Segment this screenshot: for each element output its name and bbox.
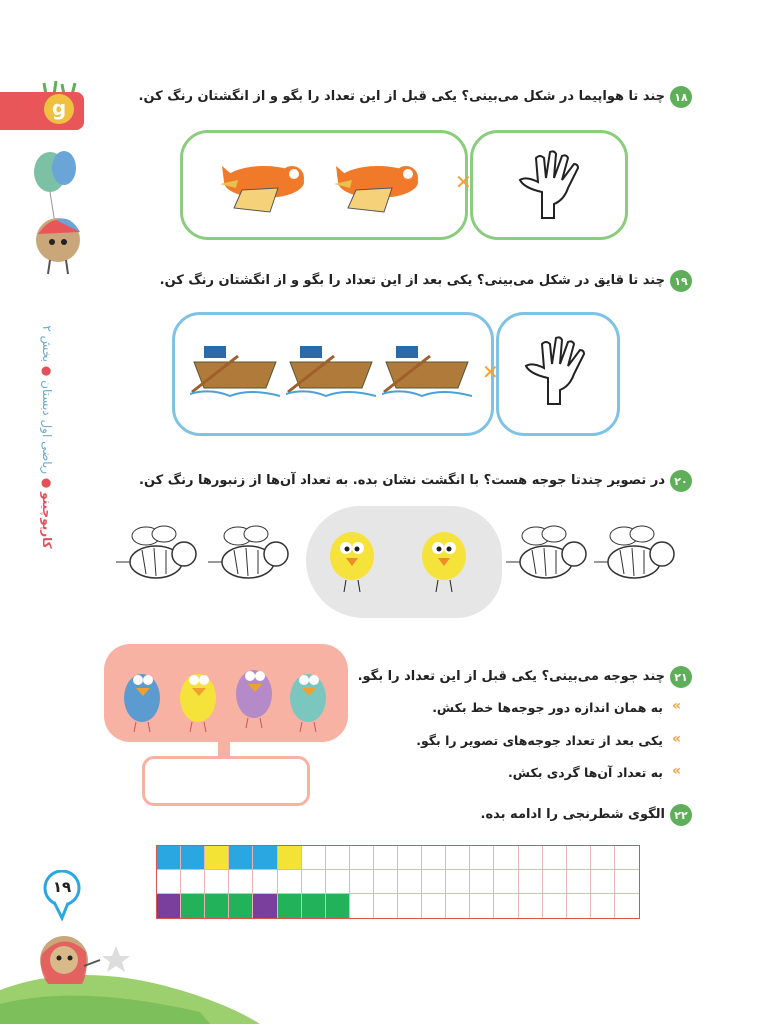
q21-item-2: یکی بعد از تعداد جوجه‌های تصویر را بگو. <box>416 733 663 748</box>
grid-cell[interactable] <box>350 846 374 870</box>
q21-item-3: به تعداد آن‌ها گردی بکش. <box>508 765 663 780</box>
grid-cell[interactable] <box>326 846 350 870</box>
grid-cell[interactable] <box>302 894 326 918</box>
bird-yellow-icon <box>172 656 224 736</box>
sidebar-subject: ریاضی اول دبستان <box>40 380 54 475</box>
grid-cell[interactable] <box>398 894 422 918</box>
grid-cell[interactable] <box>543 894 567 918</box>
hand-outline-icon[interactable] <box>512 148 588 224</box>
grid-cell[interactable] <box>422 870 446 894</box>
grid-cell[interactable] <box>519 894 543 918</box>
bullet-dot-icon: ● <box>40 474 54 489</box>
balloon-mascot-icon <box>26 150 90 280</box>
grid-cell[interactable] <box>205 846 229 870</box>
grid-cell[interactable] <box>591 846 615 870</box>
grid-cell[interactable] <box>567 894 591 918</box>
grid-cell[interactable] <box>181 846 205 870</box>
logo-text: g <box>44 94 74 124</box>
bird-purple-icon <box>228 652 280 732</box>
grid-cell[interactable] <box>519 870 543 894</box>
grid-cell[interactable] <box>181 870 205 894</box>
grid-cell[interactable] <box>181 894 205 918</box>
grid-cell[interactable] <box>253 870 277 894</box>
grid-cell[interactable] <box>326 894 350 918</box>
grid-cell[interactable] <box>229 846 253 870</box>
sidebar <box>30 300 58 600</box>
grid-cell[interactable] <box>591 870 615 894</box>
boat-icon <box>190 340 280 404</box>
logo <box>0 88 84 130</box>
grid-cell[interactable] <box>350 870 374 894</box>
question-22-text: الگوی شطرنجی را ادامه بده. <box>480 807 665 822</box>
chevron-left-icon: « <box>672 698 682 714</box>
grid-cell[interactable] <box>615 846 639 870</box>
question-number-21: ۲۱ <box>670 666 692 688</box>
grid-cell[interactable] <box>302 870 326 894</box>
chevron-left-icon: « <box>672 731 682 747</box>
connector-x-icon: ✕ <box>455 170 472 194</box>
grid-cell[interactable] <box>615 894 639 918</box>
grid-cell[interactable] <box>615 870 639 894</box>
hand-outline-icon[interactable] <box>518 334 594 410</box>
grid-cell[interactable] <box>470 870 494 894</box>
grid-cell[interactable] <box>229 870 253 894</box>
chick-icon <box>322 526 382 598</box>
question-number-22: ۲۲ <box>670 804 692 826</box>
bird-blue-icon <box>116 656 168 736</box>
grid-cell[interactable] <box>446 846 470 870</box>
grid-cell[interactable] <box>470 894 494 918</box>
checker-pattern-grid[interactable] <box>156 845 640 919</box>
grid-cell[interactable] <box>350 894 374 918</box>
grid-cell[interactable] <box>422 846 446 870</box>
page-number-badge <box>42 870 82 926</box>
grid-cell[interactable] <box>278 894 302 918</box>
chevron-left-icon: « <box>672 763 682 779</box>
boat-icon <box>382 340 472 404</box>
connector-x-icon: ✕ <box>482 360 499 384</box>
grid-cell[interactable] <box>157 894 181 918</box>
grid-cell[interactable] <box>374 870 398 894</box>
grid-cell[interactable] <box>205 894 229 918</box>
question-21-text: چند جوجه می‌بینی؟ یکی قبل از این تعداد را بگو. <box>357 669 665 684</box>
grid-cell[interactable] <box>519 846 543 870</box>
grid-cell[interactable] <box>374 894 398 918</box>
grid-cell[interactable] <box>398 870 422 894</box>
bullet-dot-icon: ● <box>40 362 54 377</box>
grid-cell[interactable] <box>543 870 567 894</box>
grid-cell[interactable] <box>278 846 302 870</box>
grid-cell[interactable] <box>157 846 181 870</box>
question-19-text: چند تا قایق در شکل می‌بینی؟ یکی بعد از این تعداد را بگو و از انگشتان رنگ کن. <box>159 273 665 288</box>
sidebar-part: بخش ۲ <box>40 325 54 363</box>
page-number: ۱۹ <box>52 878 72 896</box>
grid-cell[interactable] <box>398 846 422 870</box>
grid-cell[interactable] <box>470 846 494 870</box>
mascot-bottom-icon <box>34 930 134 1010</box>
question-number-19: ۱۹ <box>670 270 692 292</box>
grid-cell[interactable] <box>157 870 181 894</box>
question-number-18: ۱۸ <box>670 86 692 108</box>
bee-outline-icon[interactable] <box>502 522 598 594</box>
grid-cell[interactable] <box>591 894 615 918</box>
bee-outline-icon[interactable] <box>112 522 208 594</box>
q21-item-1: به همان اندازه دور جوجه‌ها خط بکش. <box>432 700 663 715</box>
question-20-text: در تصویر چندتا جوجه هست؟ با انگشت نشان بده. به تعداد آن‌ها از زنبورها رنگ کن. <box>139 473 665 488</box>
grid-cell[interactable] <box>567 870 591 894</box>
sidebar-caption <box>40 292 54 582</box>
answer-box[interactable] <box>142 756 310 806</box>
grid-cell[interactable] <box>446 870 470 894</box>
grid-cell[interactable] <box>446 894 470 918</box>
grid-cell[interactable] <box>494 894 518 918</box>
grid-cell[interactable] <box>374 846 398 870</box>
grid-cell[interactable] <box>205 870 229 894</box>
grid-cell[interactable] <box>543 846 567 870</box>
grid-cell[interactable] <box>302 846 326 870</box>
bee-outline-icon[interactable] <box>590 522 686 594</box>
grid-cell[interactable] <box>253 894 277 918</box>
bird-teal-icon <box>282 656 334 736</box>
grid-cell[interactable] <box>422 894 446 918</box>
grid-cell[interactable] <box>253 846 277 870</box>
grid-cell[interactable] <box>567 846 591 870</box>
grid-cell[interactable] <box>494 870 518 894</box>
grid-cell[interactable] <box>229 894 253 918</box>
question-18-text: چند تا هواپیما در شکل می‌بینی؟ یکی قبل از این تعداد را بگو و از انگشتان رنگ کن. <box>138 89 665 104</box>
chick-icon <box>414 526 474 598</box>
grid-cell[interactable] <box>494 846 518 870</box>
airplane-icon <box>326 150 426 222</box>
grid-cell[interactable] <box>278 870 302 894</box>
airplane-icon <box>212 150 312 222</box>
grid-cell[interactable] <box>326 870 350 894</box>
sidebar-series: کارپوچینو <box>40 492 54 549</box>
question-number-20: ۲۰ <box>670 470 692 492</box>
bee-outline-icon[interactable] <box>204 522 300 594</box>
boat-icon <box>286 340 376 404</box>
